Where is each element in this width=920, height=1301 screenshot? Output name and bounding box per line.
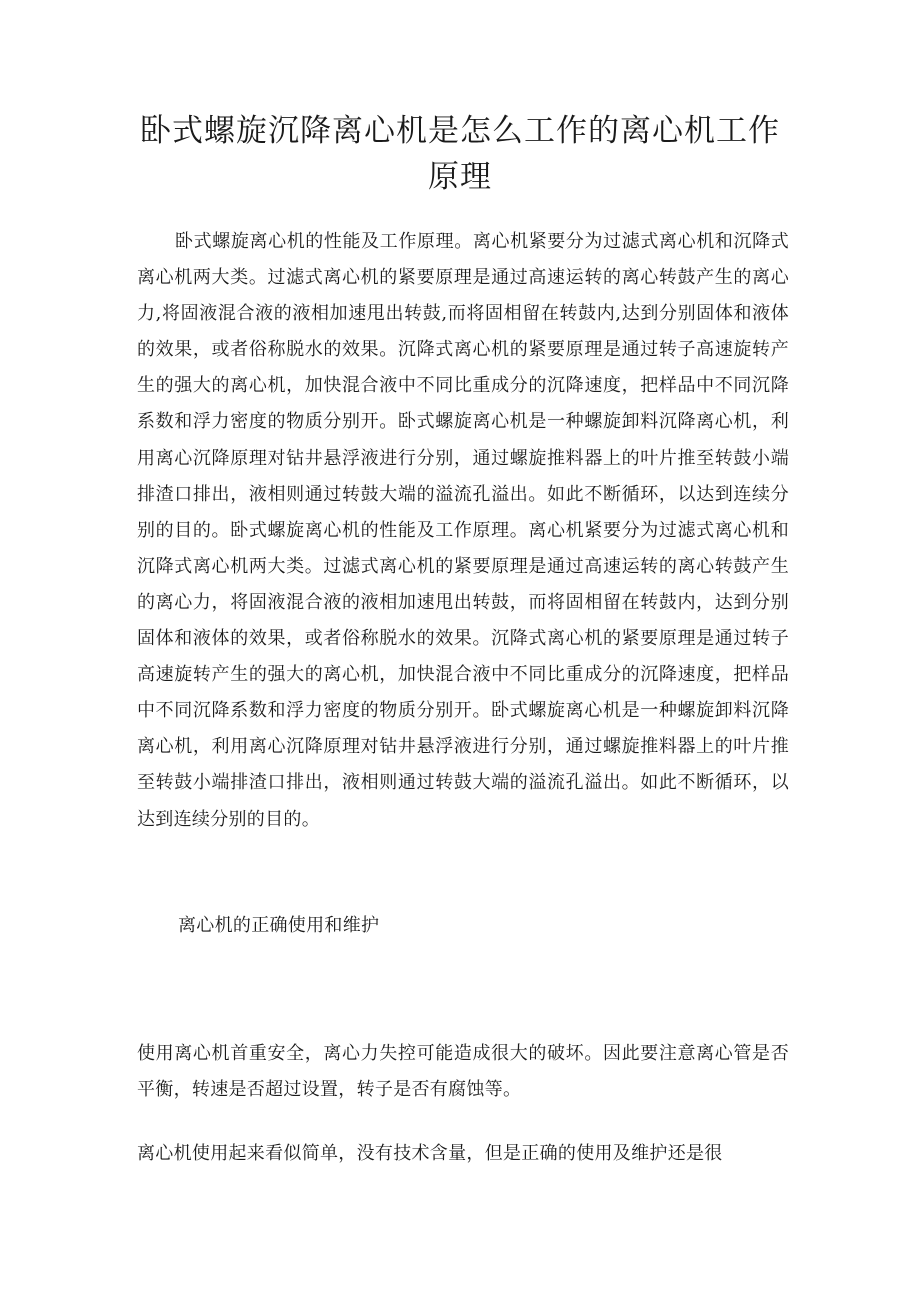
document-title: 卧式螺旋沉降离心机是怎么工作的离心机工作原理	[140, 113, 780, 195]
section-heading: 离心机的正确使用和维护	[178, 915, 380, 936]
safety-paragraph: 使用离心机首重安全，离心力失控可能造成很大的破坏。因此要注意离心管是否平衡，转速是否超过设置，转子是否有腐蚀等。	[137, 1043, 789, 1101]
intro-paragraph: 卧式螺旋离心机的性能及工作原理。离心机紧要分为过滤式离心机和沉降式离心机两大类。过滤式离心机的紧要原理是通过高速运转的离心转鼓产生的离心力,将固液混合液的液相加速甩出转鼓,而将固相留在转鼓内,达到分别固体和液体的效果，或者俗称脱水的效果。沉降式离心机的紧要原理是通过转子高速旋转产生的强大的离心机，加快混合液中不同比重成分的沉降速度，把样品中不同沉降系数和浮力密度的物质分别开。卧式螺旋离心机是一种螺旋卸料沉降离心机，利用离心沉降原理对钻井悬浮液进行分别，通过螺旋推料器上的叶片推至转鼓小端排渣口排出，液相则通过转鼓大端的溢流孔溢出。如此不断循环，以达到连续分别的目的。卧式螺旋离心机的性能及工作原理。离心机紧要分为过滤式离心机和沉降式离心机两大类。过滤式离心机的紧要原理是通过高速运转的离心转鼓产生的离心力，将固液混合液的液相加速甩出转鼓，而将固相留在转鼓内，达到分别固体和液体的效果，或者俗称脱水的效果。沉降式离心机的紧要原理是通过转子高速旋转产生的强大的离心机，加快混合液中不同比重成分的沉降速度，把样品中不同沉降系数和浮力密度的物质分别开。卧式螺旋离心机是一种螺旋卸料沉降离心机，利用离心沉降原理对钻井悬浮液进行分别，通过螺旋推料器上的叶片推至转鼓小端排渣口排出，液相则通过转鼓大端的溢流孔溢出。如此不断循环，以达到连续分别的目的。	[137, 231, 789, 830]
usage-paragraph: 离心机使用起来看似简单，没有技术含量，但是正确的使用及维护还是很	[137, 1143, 723, 1164]
